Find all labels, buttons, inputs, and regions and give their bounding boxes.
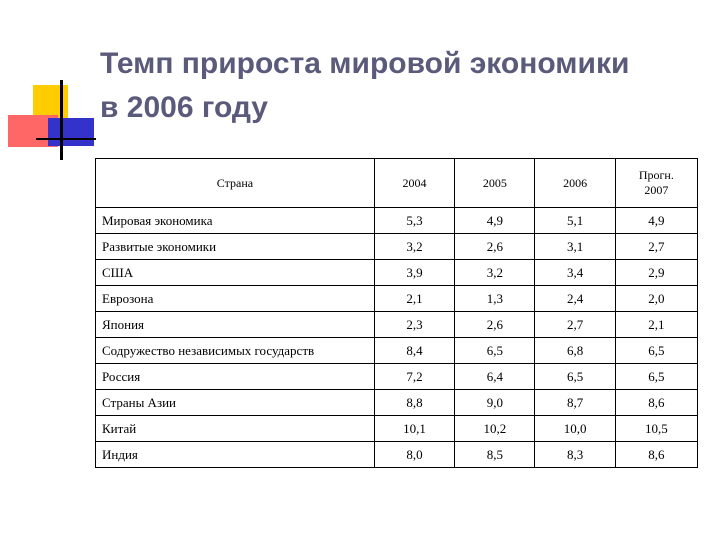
cell-2005: 6,4 [455,364,535,390]
cell-2007: 2,1 [615,312,697,338]
cell-2007: 2,7 [615,234,697,260]
cell-2005: 3,2 [455,260,535,286]
cell-2004: 10,1 [374,416,454,442]
table-row [96,234,698,260]
cell-2005: 10,2 [455,416,535,442]
cell-2006: 2,4 [535,286,615,312]
cell-2007: 8,6 [615,390,697,416]
slide-title-line-1: Темп прироста мировой экономики [100,47,630,80]
cell-country: Развитые экономики [96,234,375,260]
cell-2004: 5,3 [374,208,454,234]
header-2004: 2004 [374,159,454,208]
cell-country: Еврозона [96,286,375,312]
cell-2007: 4,9 [615,208,697,234]
cell-2005: 1,3 [455,286,535,312]
cell-2007: 6,5 [615,338,697,364]
cell-2006: 10,0 [535,416,615,442]
cell-2006: 3,4 [535,260,615,286]
table-row [96,442,698,468]
cell-2004: 8,8 [374,390,454,416]
cell-country: Мировая экономика [96,208,375,234]
table-row [96,390,698,416]
cell-2006: 5,1 [535,208,615,234]
header-2006: 2006 [535,159,615,208]
cell-2006: 6,8 [535,338,615,364]
cell-country: Страны Азии [96,390,375,416]
header-forecast-2007 [615,159,697,208]
header-country: Страна [96,159,375,208]
cell-country: Япония [96,312,375,338]
cell-2007: 10,5 [615,416,697,442]
cell-2004: 3,9 [374,260,454,286]
cell-2005: 2,6 [455,234,535,260]
cell-country: Содружество независимых государств [96,338,375,364]
slide-title-line-2: в 2006 году [100,91,268,124]
cell-2007: 2,0 [615,286,697,312]
table-row [96,208,698,234]
cell-2005: 4,9 [455,208,535,234]
cell-2004: 2,1 [374,286,454,312]
header-forecast-line2: 2007 [644,183,669,197]
cell-country: США [96,260,375,286]
header-forecast-line1: Прогн. [638,168,674,182]
cell-2005: 9,0 [455,390,535,416]
cell-2006: 8,3 [535,442,615,468]
table-header-row [96,159,698,208]
cell-2004: 3,2 [374,234,454,260]
header-2005: 2005 [455,159,535,208]
table-row [96,286,698,312]
decor-blue-square [48,118,94,146]
table-row [96,260,698,286]
cell-country: Индия [96,442,375,468]
cell-2006: 6,5 [535,364,615,390]
cell-2007: 8,6 [615,442,697,468]
cell-2004: 8,4 [374,338,454,364]
table-row [96,364,698,390]
cell-2004: 7,2 [374,364,454,390]
cell-2005: 6,5 [455,338,535,364]
cell-2004: 2,3 [374,312,454,338]
cell-2004: 8,0 [374,442,454,468]
growth-table [95,158,698,468]
table-row [96,338,698,364]
cell-2007: 2,9 [615,260,697,286]
cell-2006: 3,1 [535,234,615,260]
cell-country: Китай [96,416,375,442]
table-row [96,312,698,338]
decor-horizontal-line [36,138,96,140]
cell-2007: 6,5 [615,364,697,390]
cell-2006: 2,7 [535,312,615,338]
cell-2006: 8,7 [535,390,615,416]
slide-title [100,42,710,130]
decor-vertical-line [60,80,63,160]
cell-country: Россия [96,364,375,390]
table-row [96,416,698,442]
cell-2005: 2,6 [455,312,535,338]
cell-2005: 8,5 [455,442,535,468]
